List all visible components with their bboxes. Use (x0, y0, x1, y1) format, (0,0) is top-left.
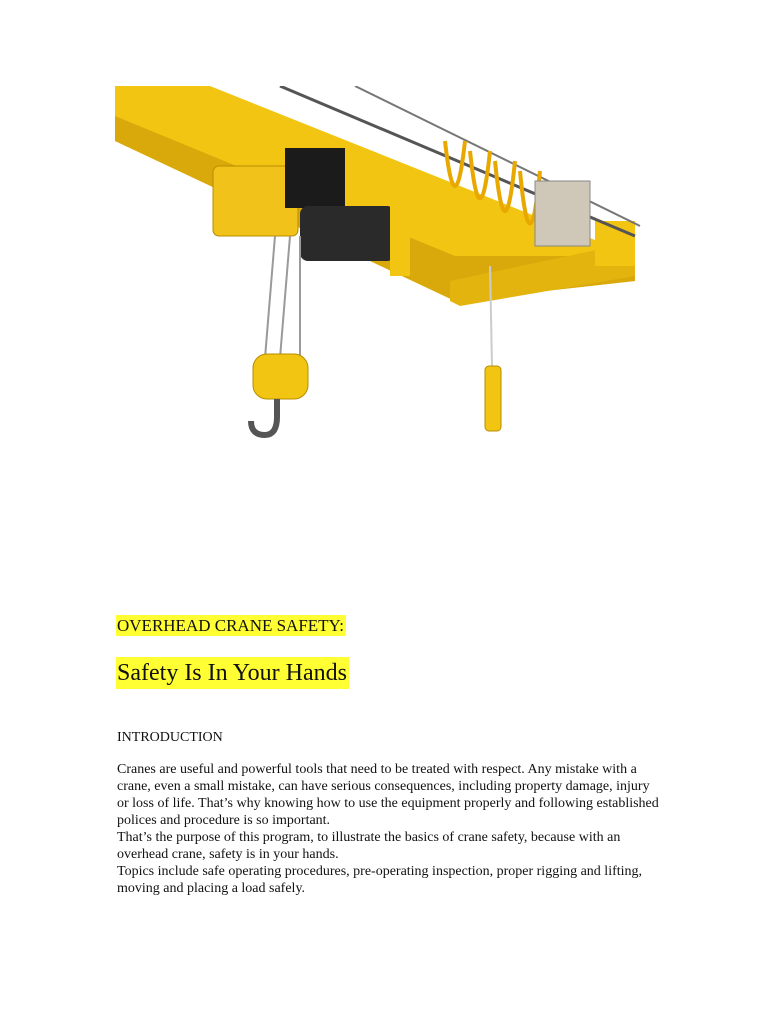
introduction-heading: INTRODUCTION (117, 730, 223, 745)
paragraph: Topics include safe operating procedures, pre-operating inspection, proper rigging and lifting, moving and placing a load safely. (117, 864, 643, 896)
hoist-ropes (265, 236, 300, 358)
paragraph: That’s the purpose of this program, to illustrate the basics of crane safety, because with an overhead crane, safety is in your hands. (117, 830, 621, 862)
hoist-drum (300, 206, 395, 261)
hook (251, 399, 277, 435)
hook-block (253, 354, 308, 399)
control-box (535, 181, 590, 246)
trolley-side (390, 196, 410, 276)
paragraph: Cranes are useful and powerful tools that need to be treated with respect. Any mistake with a crane, even a small mistake, can have serious consequences, including property damage, injury or loss of life. That’s why knowing how to use the equipment properly and following established polices and procedure is so important. (117, 762, 659, 828)
introduction-body (117, 761, 662, 897)
section-heading: OVERHEAD CRANE SAFETY: (117, 616, 345, 635)
document-subtitle: Safety Is In Your Hands (116, 657, 349, 689)
trolley-frame (285, 148, 345, 208)
pendant-control (485, 366, 501, 431)
overhead-crane-photo (115, 86, 650, 442)
